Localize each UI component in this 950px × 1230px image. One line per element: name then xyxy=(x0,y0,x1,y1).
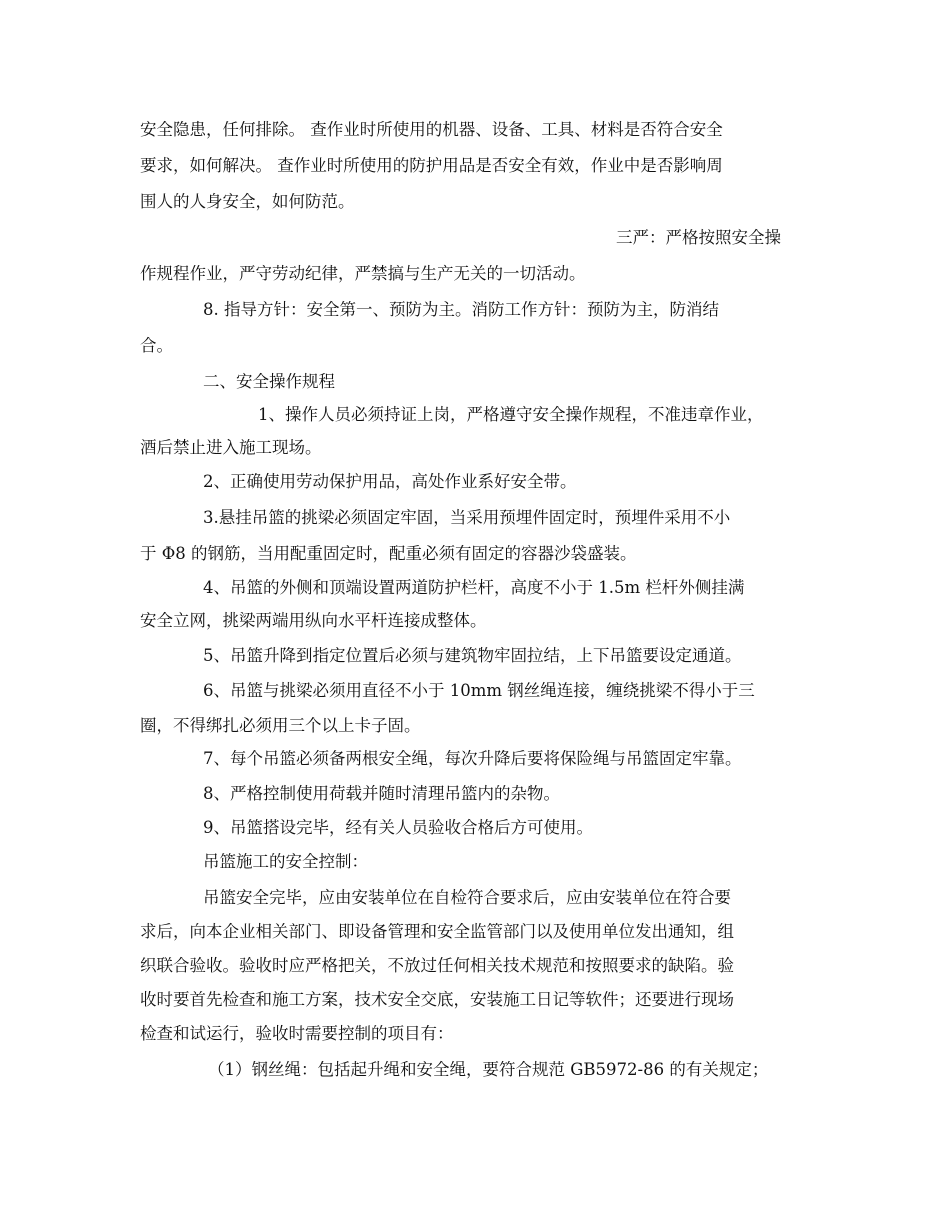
paragraph-line: 安全隐患，任何排除。 查作业时所使用的机器、设备、工具、材料是否符合安全 xyxy=(140,120,723,139)
paragraph-line: 求后，向本企业相关部门、即设备管理和安全监管部门以及使用单位发出通知，组 xyxy=(140,922,734,941)
paragraph-line: 于 Φ8 的钢筋，当用配重固定时，配重必须有固定的容器沙袋盛装。 xyxy=(140,544,637,563)
paragraph-line: 2、正确使用劳动保护用品，高处作业系好安全带。 xyxy=(203,472,577,491)
paragraph-line: 织联合验收。验收时应严格把关，不放过任何相关技术规范和按照要求的缺陷。验 xyxy=(140,956,734,975)
paragraph-line: 收时要首先检查和施工方案，技术安全交底，安装施工日记等软件；还要进行现场 xyxy=(140,990,734,1009)
paragraph-line: 围人的人身安全，如何防范。 xyxy=(140,192,355,211)
paragraph-line: 7、每个吊篮必须备两根安全绳，每次升降后要将保险绳与吊篮固定牢靠。 xyxy=(203,749,742,768)
paragraph-line: 作规程作业，严守劳动纪律，严禁搞与生产无关的一切活动。 xyxy=(140,264,586,283)
paragraph-line: 5、吊篮升降到指定位置后必须与建筑物牢固拉结，上下吊篮要设定通道。 xyxy=(203,646,742,665)
paragraph-line: 检查和试运行，验收时需要控制的项目有： xyxy=(140,1024,454,1043)
paragraph-line: 合。 xyxy=(140,336,173,355)
paragraph-line: 6、吊篮与挑梁必须用直径不小于 10mm 钢丝绳连接，缠绕挑梁不得小于三 xyxy=(203,681,755,700)
paragraph-line: 3.悬挂吊篮的挑梁必须固定牢固，当采用预埋件固定时，预埋件采用不小 xyxy=(203,508,731,527)
paragraph-line: 4、吊篮的外侧和顶端设置两道防护栏杆，高度不小于 1.5m 栏杆外侧挂满 xyxy=(203,578,745,597)
paragraph-line: 三严：严格按照安全操 xyxy=(616,228,781,247)
paragraph-line: （1）钢丝绳：包括起升绳和安全绳，要符合规范 GB5972-86 的有关规定； xyxy=(208,1060,769,1079)
paragraph-line: 安全立网，挑梁两端用纵向水平杆连接成整体。 xyxy=(140,611,487,630)
paragraph-line: 圈，不得绑扎必须用三个以上卡子固。 xyxy=(140,716,421,735)
paragraph-line: 酒后禁止进入施工现场。 xyxy=(140,438,322,457)
section-heading: 二、安全操作规程 xyxy=(203,372,335,391)
paragraph-line: 1、操作人员必须持证上岗，严格遵守安全操作规程，不准违章作业， xyxy=(258,405,764,424)
paragraph-line: 8. 指导方针：安全第一、预防为主。消防工作方针：预防为主，防消结 xyxy=(203,300,719,319)
paragraph-line: 要求，如何解决。 查作业时所使用的防护用品是否安全有效，作业中是否影响周 xyxy=(140,156,723,175)
paragraph-line: 吊篮安全完毕，应由安装单位在自检符合要求后，应由安装单位在符合要 xyxy=(203,888,731,907)
paragraph-line: 8、严格控制使用荷载并随时清理吊篮内的杂物。 xyxy=(203,784,560,803)
paragraph-line: 9、吊篮搭设完毕，经有关人员验收合格后方可使用。 xyxy=(203,818,593,837)
section-heading: 吊篮施工的安全控制： xyxy=(203,852,368,871)
